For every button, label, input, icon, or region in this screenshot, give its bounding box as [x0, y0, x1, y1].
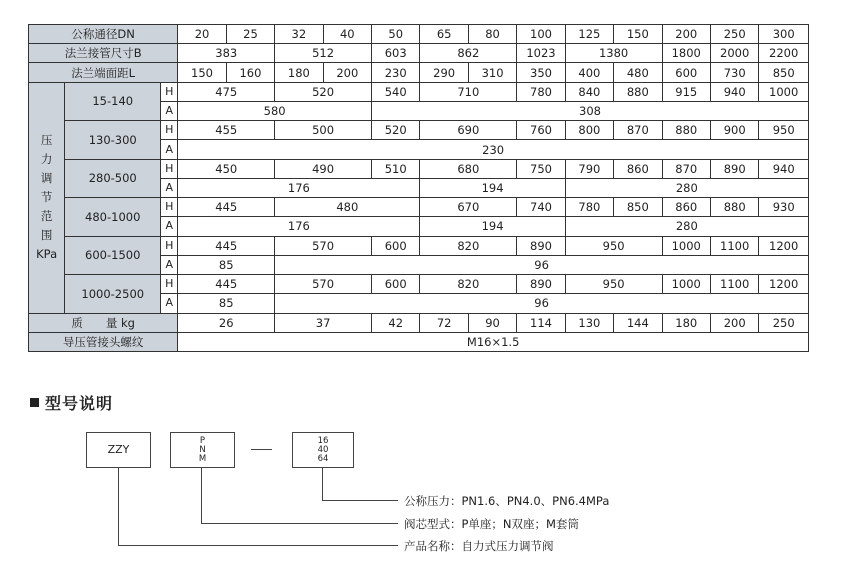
pressure-label-char: 压	[40, 133, 53, 148]
h-cell: 820	[420, 236, 517, 255]
mass-cell: 26	[178, 313, 275, 332]
dn-cell: 20	[178, 25, 226, 44]
h-cell: 490	[275, 159, 372, 178]
a-cell: 580	[178, 101, 372, 120]
dn-cell: 125	[565, 25, 613, 44]
model-section-heading	[30, 391, 113, 414]
h-row	[29, 275, 809, 294]
h-cell: 690	[420, 121, 517, 140]
dn-cell: 250	[710, 25, 758, 44]
flange-cell: 2000	[710, 44, 758, 63]
h-cell: 890	[517, 236, 565, 255]
face-cell: 160	[226, 63, 274, 82]
h-cell: 500	[275, 121, 372, 140]
h-cell: 890	[710, 159, 758, 178]
h-cell: 480	[275, 198, 420, 217]
h-cell: 800	[565, 121, 613, 140]
h-cell: 1200	[759, 236, 809, 255]
mass-cell: 130	[565, 313, 613, 332]
flange-cell: 1023	[517, 44, 565, 63]
face-row	[29, 63, 809, 82]
h-cell: 860	[662, 198, 710, 217]
a-cell: 85	[178, 294, 275, 313]
h-cell: 520	[275, 82, 372, 101]
h-cell: 600	[372, 236, 420, 255]
dn-cell: 80	[468, 25, 516, 44]
valve-type-code: N	[199, 444, 206, 455]
h-cell: 950	[759, 121, 809, 140]
h-cell: 1200	[759, 275, 809, 294]
valve-type-code: P	[199, 435, 206, 446]
a-label: A	[161, 178, 178, 197]
connector-line	[118, 467, 119, 546]
valve-type-box	[170, 432, 235, 468]
dn-cell: 50	[372, 25, 420, 44]
h-cell: 475	[178, 82, 275, 101]
face-cell: 850	[759, 63, 809, 82]
pressure-label-char: 节	[40, 190, 53, 205]
dash-separator	[251, 449, 272, 450]
flange-cell: 383	[178, 44, 275, 63]
face-cell: 200	[323, 63, 371, 82]
h-cell: 950	[565, 236, 662, 255]
a-label: A	[161, 217, 178, 236]
a-cell: 96	[275, 294, 809, 313]
h-cell: 520	[372, 121, 420, 140]
face-cell: 480	[614, 63, 662, 82]
h-cell: 1100	[710, 236, 758, 255]
range-cell: 280-500	[65, 159, 161, 197]
mass-cell: 114	[517, 313, 565, 332]
flange-cell: 603	[372, 44, 420, 63]
a-cell: 194	[420, 217, 565, 236]
h-row	[29, 198, 809, 217]
mass-cell: 180	[662, 313, 710, 332]
model-title: 型号说明	[45, 394, 114, 413]
h-cell: 890	[517, 275, 565, 294]
valve-type-code: M	[198, 453, 207, 464]
face-cell: 180	[275, 63, 323, 82]
h-cell: 1000	[662, 275, 710, 294]
h-cell: 510	[372, 159, 420, 178]
range-cell: 480-1000	[65, 198, 161, 236]
h-label: H	[161, 236, 178, 255]
h-cell: 740	[517, 198, 565, 217]
pressure-label-char: 力	[40, 152, 53, 167]
mass-cell: 144	[614, 313, 662, 332]
face-cell: 730	[710, 63, 758, 82]
pressure-range-label	[29, 82, 65, 313]
flange-label: 法兰接管尺寸B	[29, 44, 178, 63]
face-cell: 310	[468, 63, 516, 82]
h-cell: 760	[517, 121, 565, 140]
h-row	[29, 159, 809, 178]
dn-cell: 100	[517, 25, 565, 44]
h-row	[29, 236, 809, 255]
connector-line	[201, 467, 202, 524]
a-cell: 308	[372, 101, 809, 120]
h-cell: 1000	[662, 236, 710, 255]
dn-cell: 25	[226, 25, 274, 44]
h-cell: 540	[372, 82, 420, 101]
h-label: H	[161, 275, 178, 294]
dn-cell: 32	[275, 25, 323, 44]
connector-line	[201, 523, 398, 524]
a-cell: 280	[565, 178, 808, 197]
h-cell: 930	[759, 198, 809, 217]
flange-cell: 1800	[662, 44, 710, 63]
pressure-label-char: 范	[40, 209, 53, 224]
flange-row	[29, 44, 809, 63]
h-row	[29, 82, 809, 101]
connector-line	[322, 500, 398, 501]
mass-cell: 37	[275, 313, 372, 332]
a-label: A	[161, 140, 178, 159]
pressure-code: 64	[317, 453, 329, 464]
pressure-code: 40	[317, 444, 329, 455]
square-bullet-icon	[30, 398, 39, 407]
a-label: A	[161, 101, 178, 120]
face-cell: 230	[372, 63, 420, 82]
h-cell: 940	[759, 159, 809, 178]
mass-cell: 42	[372, 313, 420, 332]
face-cell: 600	[662, 63, 710, 82]
h-cell: 915	[662, 82, 710, 101]
face-cell: 290	[420, 63, 468, 82]
a-cell: 230	[178, 140, 809, 159]
h-cell: 750	[517, 159, 565, 178]
a-cell: 194	[420, 178, 565, 197]
connector-line	[118, 545, 398, 546]
h-label: H	[161, 82, 178, 101]
mass-cell: 90	[468, 313, 516, 332]
h-label: H	[161, 198, 178, 217]
h-cell: 600	[372, 275, 420, 294]
range-cell: 1000-2500	[65, 275, 161, 313]
h-row	[29, 121, 809, 140]
a-cell: 280	[565, 217, 808, 236]
pressure-label-char: 围	[40, 228, 53, 243]
h-cell: 870	[614, 121, 662, 140]
h-cell: 570	[275, 236, 372, 255]
h-cell: 1100	[710, 275, 758, 294]
flange-cell: 862	[420, 44, 517, 63]
range-cell: 130-300	[65, 121, 161, 159]
dn-cell: 200	[662, 25, 710, 44]
pressure-code-box	[292, 432, 354, 468]
dn-label: 公称通径DN	[29, 25, 178, 44]
h-cell: 445	[178, 198, 275, 217]
thread-cell: M16×1.5	[178, 332, 809, 351]
a-label: A	[161, 255, 178, 274]
h-cell: 840	[565, 82, 613, 101]
h-cell: 445	[178, 236, 275, 255]
mass-row	[29, 313, 809, 332]
h-cell: 940	[710, 82, 758, 101]
dn-cell: 150	[614, 25, 662, 44]
h-cell: 900	[710, 121, 758, 140]
a-cell: 176	[178, 217, 420, 236]
h-cell: 880	[614, 82, 662, 101]
h-label: H	[161, 159, 178, 178]
product-name-note: 产品名称：自力式压力调节阀	[404, 539, 554, 553]
connector-line	[322, 467, 323, 500]
thread-row	[29, 332, 809, 351]
flange-cell: 512	[275, 44, 372, 63]
valve-core-note: 阀芯型式：P单座；N双座；M套筒	[404, 517, 579, 531]
mass-cell: 72	[420, 313, 468, 332]
h-cell: 455	[178, 121, 275, 140]
dn-cell: 65	[420, 25, 468, 44]
h-cell: 1000	[759, 82, 809, 101]
h-cell: 445	[178, 275, 275, 294]
mass-cell: 200	[710, 313, 758, 332]
dn-row	[29, 25, 809, 44]
pressure-code: 16	[317, 435, 329, 446]
a-cell: 176	[178, 178, 420, 197]
spec-table	[28, 24, 809, 352]
product-code-box	[86, 432, 151, 468]
h-cell: 860	[614, 159, 662, 178]
pressure-label-unit: KPa	[36, 247, 58, 262]
mass-cell: 250	[759, 313, 809, 332]
flange-cell: 1380	[565, 44, 662, 63]
h-cell: 850	[614, 198, 662, 217]
mass-label: 质 量 kg	[29, 313, 178, 332]
range-cell: 600-1500	[65, 236, 161, 274]
a-cell: 96	[275, 255, 809, 274]
h-cell: 870	[662, 159, 710, 178]
h-cell: 680	[420, 159, 517, 178]
h-cell: 710	[420, 82, 517, 101]
product-code: ZZY	[107, 443, 130, 456]
face-cell: 400	[565, 63, 613, 82]
dn-cell: 300	[759, 25, 809, 44]
h-cell: 670	[420, 198, 517, 217]
a-cell: 85	[178, 255, 275, 274]
face-cell: 150	[178, 63, 226, 82]
flange-cell: 2200	[759, 44, 809, 63]
h-cell: 790	[565, 159, 613, 178]
h-cell: 950	[565, 275, 662, 294]
h-cell: 880	[662, 121, 710, 140]
h-cell: 450	[178, 159, 275, 178]
dn-cell: 40	[323, 25, 371, 44]
face-label: 法兰端面距L	[29, 63, 178, 82]
a-label: A	[161, 294, 178, 313]
pressure-note: 公称压力：PN1.6、PN4.0、PN6.4MPa	[404, 494, 610, 508]
h-label: H	[161, 121, 178, 140]
h-cell: 780	[565, 198, 613, 217]
h-cell: 780	[517, 82, 565, 101]
h-cell: 570	[275, 275, 372, 294]
thread-label: 导压管接头螺纹	[29, 332, 178, 351]
h-cell: 820	[420, 275, 517, 294]
face-cell: 350	[517, 63, 565, 82]
range-cell: 15-140	[65, 82, 161, 120]
pressure-label-char: 调	[40, 171, 53, 186]
h-cell: 880	[710, 198, 758, 217]
